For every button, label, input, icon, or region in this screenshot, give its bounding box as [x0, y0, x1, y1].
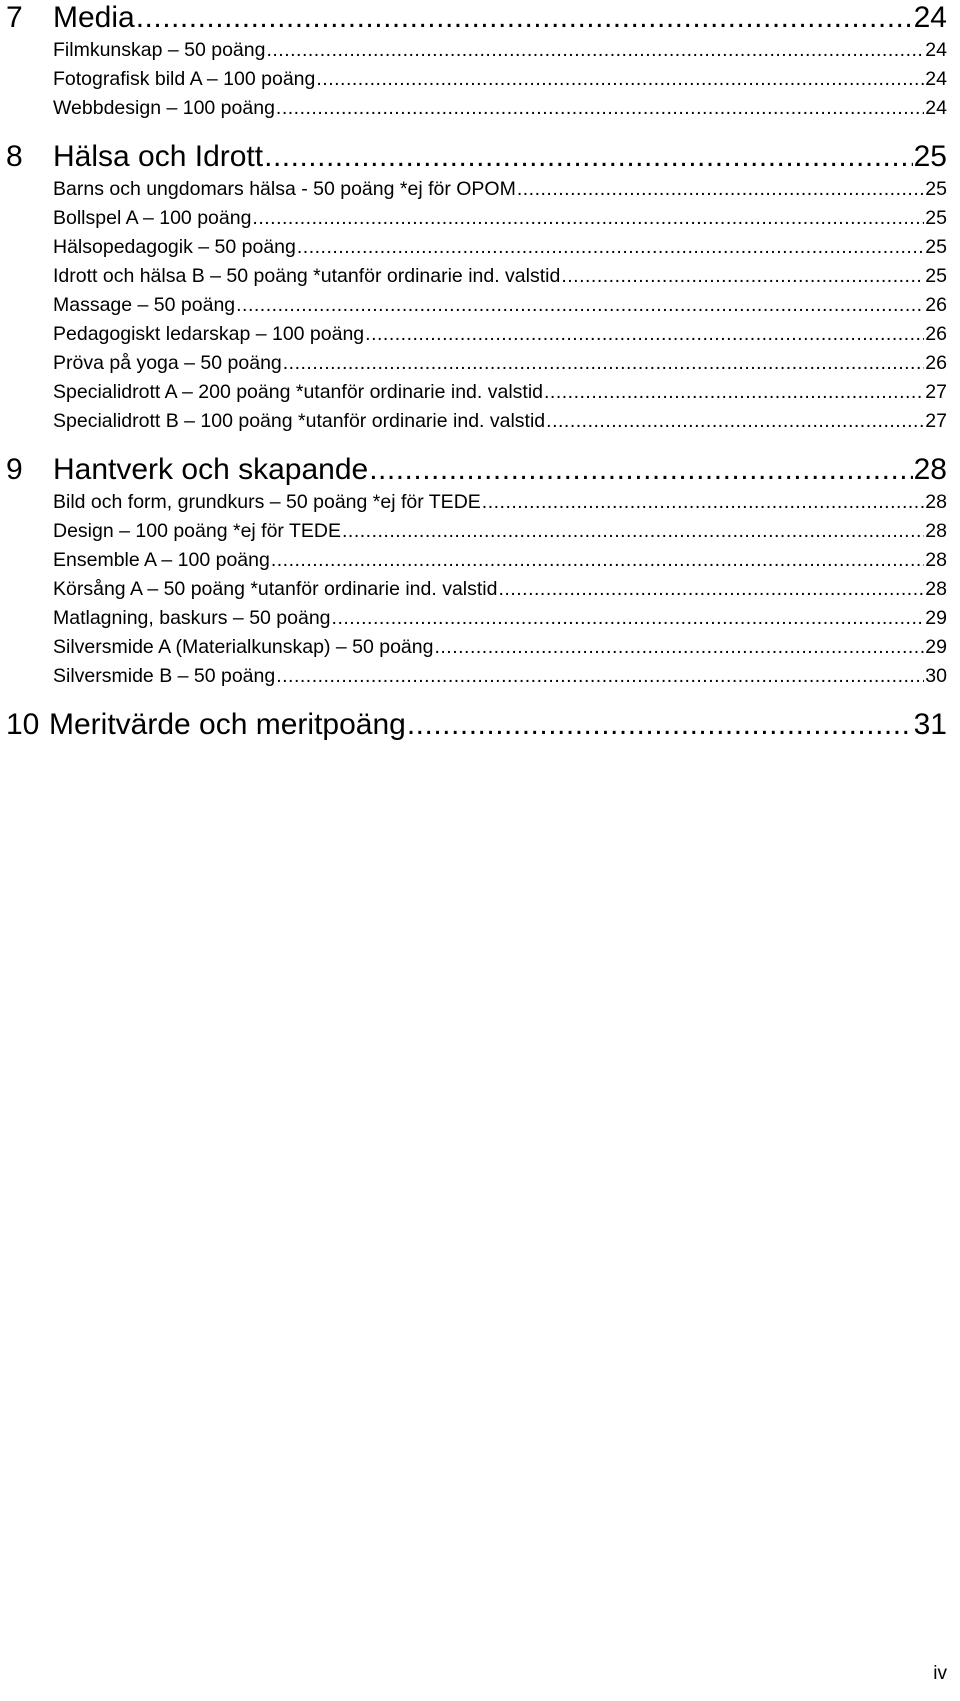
entry-title: Ensemble A – 100 poäng — [53, 549, 270, 571]
entry-title: Filmkunskap – 50 poäng — [53, 39, 266, 61]
dot-leader — [266, 36, 924, 65]
page-number: 28 — [925, 578, 947, 600]
entry-title: Specialidrott B – 100 poäng *utanför ordinarie ind. valstid — [53, 410, 546, 432]
entry-title: Pedagogiskt ledarskap – 100 poäng — [53, 323, 365, 345]
entry-title: Bild och form, grundkurs – 50 poäng *ej för TEDE — [53, 491, 481, 513]
page-number: 25 — [925, 178, 947, 200]
toc-entry[interactable] — [6, 407, 947, 436]
dot-leader — [332, 604, 925, 633]
dot-leader — [407, 707, 913, 743]
toc-entry[interactable] — [6, 349, 947, 378]
toc-entry[interactable] — [6, 36, 947, 65]
section-title: Hälsa och Idrott — [53, 140, 264, 173]
toc-heading[interactable] — [6, 452, 947, 488]
entry-title: Design – 100 poäng *ej för TEDE — [53, 520, 341, 542]
toc-section-media — [6, 0, 947, 123]
page-number: 26 — [925, 294, 947, 316]
entry-title: Idrott och hälsa B – 50 poäng *utanför ordinarie ind. valstid — [53, 265, 561, 287]
toc-entry[interactable] — [6, 262, 947, 291]
page-number: 28 — [925, 549, 947, 571]
page-number: 26 — [925, 352, 947, 374]
dot-leader — [136, 0, 913, 36]
dot-leader — [365, 320, 924, 349]
page-number: 24 — [925, 68, 947, 90]
entry-title: Körsång A – 50 poäng *utanför ordinarie ind. valstid — [53, 578, 498, 600]
section-number: 8 — [6, 140, 23, 173]
page-number: 26 — [925, 323, 947, 345]
page-number: 28 — [925, 520, 947, 542]
page-number: 24 — [925, 39, 947, 61]
toc-section-halsa-och-idrott — [6, 139, 947, 436]
dot-leader — [517, 175, 924, 204]
page-number: 29 — [925, 636, 947, 658]
section-title: Meritvärde och meritpoäng — [49, 708, 406, 741]
toc-entry[interactable] — [6, 204, 947, 233]
page-number: 25 — [925, 265, 947, 287]
toc-entry[interactable] — [6, 233, 947, 262]
dot-leader — [434, 633, 924, 662]
page-number: 30 — [925, 665, 947, 687]
toc-entry[interactable] — [6, 291, 947, 320]
toc-entry[interactable] — [6, 633, 947, 662]
entry-title: Fotografisk bild A – 100 poäng — [53, 68, 316, 90]
page-number: 27 — [925, 381, 947, 403]
entry-title: Matlagning, baskurs – 50 poäng — [53, 607, 331, 629]
section-number: 7 — [6, 1, 23, 34]
dot-leader — [276, 94, 924, 123]
dot-leader — [369, 452, 912, 488]
toc-entry[interactable] — [6, 488, 947, 517]
entry-title: Silversmide A (Materialkunskap) – 50 poäng — [53, 636, 434, 658]
dot-leader — [297, 233, 924, 262]
section-title: Hantverk och skapande — [53, 453, 369, 486]
toc-entry[interactable] — [6, 175, 947, 204]
entry-title: Webbdesign – 100 poäng — [53, 97, 275, 119]
dot-leader — [316, 65, 924, 94]
toc-heading[interactable] — [6, 0, 947, 36]
dot-leader — [252, 204, 924, 233]
toc-entry[interactable] — [6, 517, 947, 546]
toc-entry[interactable] — [6, 546, 947, 575]
entry-title: Pröva på yoga – 50 poäng — [53, 352, 282, 374]
dot-leader — [283, 349, 925, 378]
toc-heading[interactable] — [6, 707, 947, 743]
page-number: 25 — [925, 236, 947, 258]
entry-title: Specialidrott A – 200 poäng *utanför ordinarie ind. valstid — [53, 381, 543, 403]
toc-entry[interactable] — [6, 94, 947, 123]
page-number: 27 — [925, 410, 947, 432]
page-number: 25 — [913, 140, 947, 173]
page-number: 24 — [925, 97, 947, 119]
toc-section-hantverk-och-skapande — [6, 452, 947, 691]
dot-leader — [544, 378, 924, 407]
dot-leader — [498, 575, 924, 604]
dot-leader — [561, 262, 924, 291]
toc-entry[interactable] — [6, 662, 947, 691]
toc-section-meritvarde-och-meritpoang — [6, 707, 947, 743]
page-number: 28 — [913, 453, 947, 486]
dot-leader — [236, 291, 924, 320]
page-number: 28 — [925, 491, 947, 513]
page-number: 31 — [913, 708, 947, 741]
footer-page-number: iv — [933, 1663, 947, 1684]
section-number: 10 — [6, 708, 40, 741]
dot-leader — [546, 407, 924, 436]
entry-title: Silversmide B – 50 poäng — [53, 665, 276, 687]
toc-entry[interactable] — [6, 575, 947, 604]
toc-entry[interactable] — [6, 65, 947, 94]
dot-leader — [482, 488, 925, 517]
section-number: 9 — [6, 453, 23, 486]
page-number: 29 — [925, 607, 947, 629]
dot-leader — [264, 139, 913, 175]
section-title: Media — [53, 1, 135, 34]
dot-leader — [276, 662, 924, 691]
toc-entry[interactable] — [6, 604, 947, 633]
entry-title: Barns och ungdomars hälsa - 50 poäng *ej för OPOM — [53, 178, 516, 200]
page-number: 25 — [925, 207, 947, 229]
entry-title: Massage – 50 poäng — [53, 294, 236, 316]
toc-entry[interactable] — [6, 320, 947, 349]
toc-entry[interactable] — [6, 378, 947, 407]
toc-heading[interactable] — [6, 139, 947, 175]
table-of-contents — [6, 0, 947, 759]
dot-leader — [342, 517, 924, 546]
page-number: 24 — [913, 1, 947, 34]
entry-title: Hälsopedagogik – 50 poäng — [53, 236, 296, 258]
dot-leader — [271, 546, 924, 575]
entry-title: Bollspel A – 100 poäng — [53, 207, 252, 229]
